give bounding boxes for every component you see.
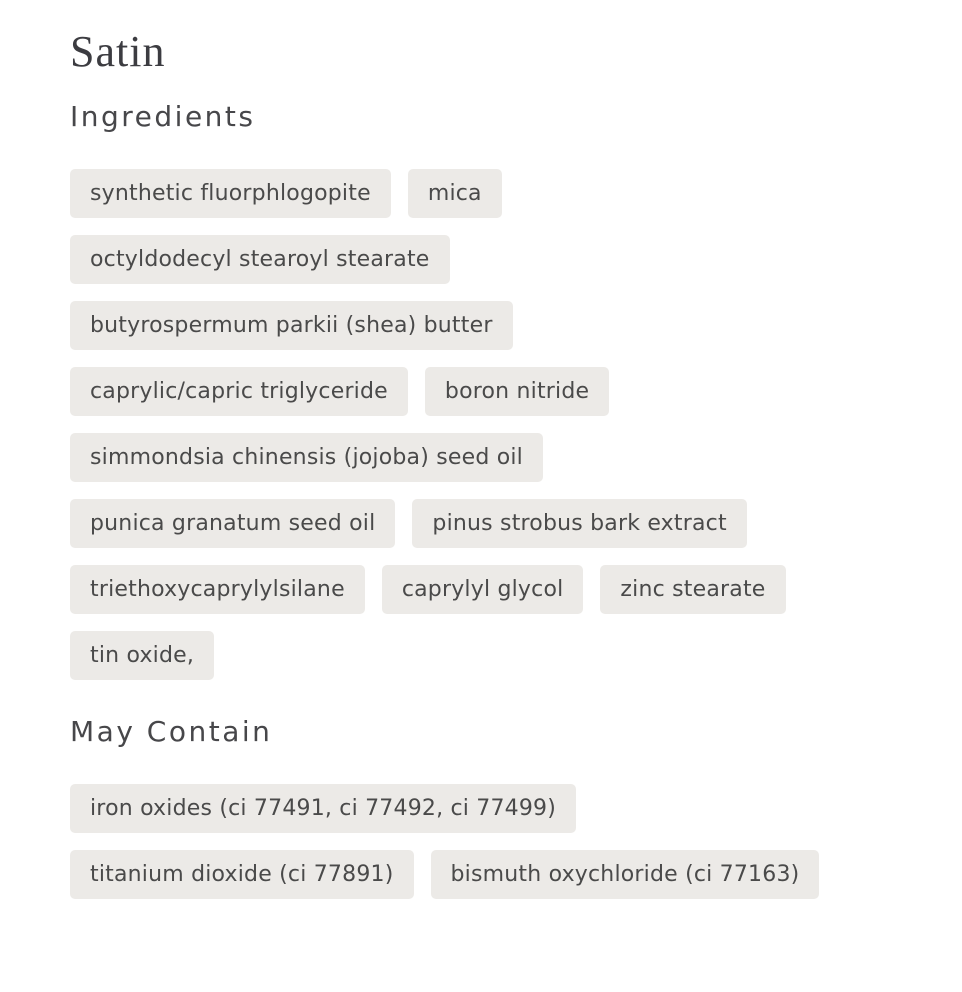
ingredient-tag[interactable]: caprylic/capric triglyceride xyxy=(70,367,408,416)
tag-row xyxy=(70,784,932,833)
section-heading-may-contain: May Contain xyxy=(70,715,273,749)
section-may-contain xyxy=(70,716,932,899)
ingredient-tag[interactable]: bismuth oxychloride (ci 77163) xyxy=(431,850,820,899)
tag-row xyxy=(70,301,932,350)
ingredient-tag[interactable]: punica granatum seed oil xyxy=(70,499,395,548)
tag-row xyxy=(70,169,932,218)
ingredient-tag[interactable]: iron oxides (ci 77491, ci 77492, ci 77499) xyxy=(70,784,576,833)
section-ingredients xyxy=(70,101,932,680)
ingredient-tag[interactable]: triethoxycaprylylsilane xyxy=(70,565,365,614)
ingredient-tag[interactable]: butyrospermum parkii (shea) butter xyxy=(70,301,513,350)
ingredient-tag[interactable]: synthetic fluorphlogopite xyxy=(70,169,391,218)
ingredient-tag[interactable]: boron nitride xyxy=(425,367,609,416)
sections-container xyxy=(70,101,932,899)
tag-row xyxy=(70,565,932,614)
tag-row xyxy=(70,499,932,548)
tag-row xyxy=(70,367,932,416)
tag-row xyxy=(70,433,932,482)
ingredient-tag[interactable]: zinc stearate xyxy=(600,565,785,614)
ingredient-tag[interactable]: pinus strobus bark extract xyxy=(412,499,746,548)
tag-row xyxy=(70,631,932,680)
ingredient-tag[interactable]: mica xyxy=(408,169,502,218)
product-shade-title: Satin xyxy=(70,27,166,76)
section-heading-ingredients: Ingredients xyxy=(70,100,256,133)
tag-row xyxy=(70,235,932,284)
ingredient-tag[interactable]: tin oxide, xyxy=(70,631,214,680)
ingredient-tag[interactable]: titanium dioxide (ci 77891) xyxy=(70,850,414,899)
ingredient-tag[interactable]: octyldodecyl stearoyl stearate xyxy=(70,235,450,284)
ingredient-tag[interactable]: simmondsia chinensis (jojoba) seed oil xyxy=(70,433,543,482)
ingredient-tag[interactable]: caprylyl glycol xyxy=(382,565,584,614)
tag-row xyxy=(70,850,932,899)
